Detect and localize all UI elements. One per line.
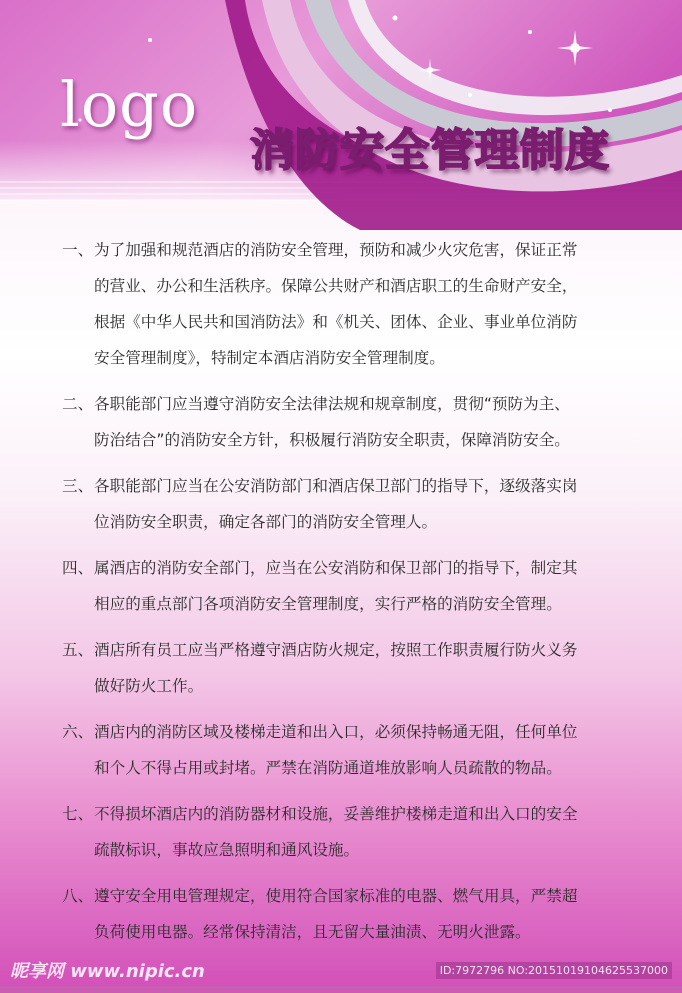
- rule-line: 做好防火工作。: [94, 677, 204, 695]
- page-title: 消防安全管理制度: [250, 125, 610, 176]
- rule-line: 疏散标识，事故应急照明和通风设施。: [94, 841, 360, 859]
- rule-item: [62, 468, 632, 540]
- rule-number: 八、: [62, 887, 94, 905]
- rule-number: 四、: [62, 559, 94, 577]
- rule-line: 负荷使用电器。经常保持清洁，且无留大量油渍、无明火泄露。: [94, 923, 531, 941]
- rule-number: 七、: [62, 805, 94, 823]
- rule-item: [62, 796, 632, 868]
- rules-list: [62, 232, 632, 950]
- rule-number: 五、: [62, 641, 94, 659]
- rule-item: [62, 878, 632, 950]
- rule-line: 安全管理制度》，特制定本酒店消防安全管理制度。: [94, 349, 445, 367]
- rule-item: [62, 714, 632, 786]
- rule-line: 属酒店的消防安全部门，应当在公安消防和保卫部门的指导下，制定其: [94, 559, 578, 577]
- rule-number: 一、: [62, 241, 94, 259]
- logo: logo: [60, 68, 199, 141]
- rule-line: 防治结合”的消防安全方针，积极履行消防安全职责，保障消防安全。: [94, 431, 570, 449]
- rule-number: 三、: [62, 477, 94, 495]
- rule-line: 相应的重点部门各项消防安全管理制度，实行严格的消防安全管理。: [94, 595, 562, 613]
- rule-line: 酒店所有员工应当严格遵守酒店防火规定，按照工作职责履行防火义务: [94, 641, 578, 659]
- rule-line: 不得损坏酒店内的消防器材和设施，妥善维护楼梯走道和出入口的安全: [94, 805, 578, 823]
- rule-number: 二、: [62, 395, 94, 413]
- rule-line: 根据《中华人民共和国消防法》和《机关、团体、企业、事业单位消防: [94, 313, 578, 331]
- bottom-bar: [0, 986, 682, 993]
- rule-line: 为了加强和规范酒店的消防安全管理，预防和减少火灾危害，保证正常: [94, 241, 578, 259]
- watermark-site: 昵享网 www.nipic.cn: [10, 961, 205, 982]
- rule-line: 遵守安全用电管理规定，使用符合国家标准的电器、燃气用具，严禁超: [94, 887, 578, 905]
- rule-line: 和个人不得占用或封堵。严禁在消防通道堆放影响人员疏散的物品。: [94, 759, 562, 777]
- rule-item: [62, 386, 632, 458]
- rule-item: [62, 632, 632, 704]
- rule-line: 酒店内的消防区域及楼梯走道和出入口，必须保持畅通无阻，任何单位: [94, 723, 578, 741]
- rule-number: 六、: [62, 723, 94, 741]
- watermark-id: ID:7972796 NO:20151019104625537000: [436, 962, 672, 979]
- rule-item: [62, 232, 632, 376]
- rule-line: 各职能部门应当遵守消防安全法律法规和规章制度，贯彻“预防为主、: [94, 395, 570, 413]
- rule-line: 各职能部门应当在公安消防部门和酒店保卫部门的指导下，逐级落实岗: [94, 477, 578, 495]
- rule-line: 的营业、办公和生活秩序。保障公共财产和酒店职工的生命财产安全，: [94, 277, 578, 295]
- rule-line: 位消防安全职责，确定各部门的消防安全管理人。: [94, 513, 438, 531]
- rule-item: [62, 550, 632, 622]
